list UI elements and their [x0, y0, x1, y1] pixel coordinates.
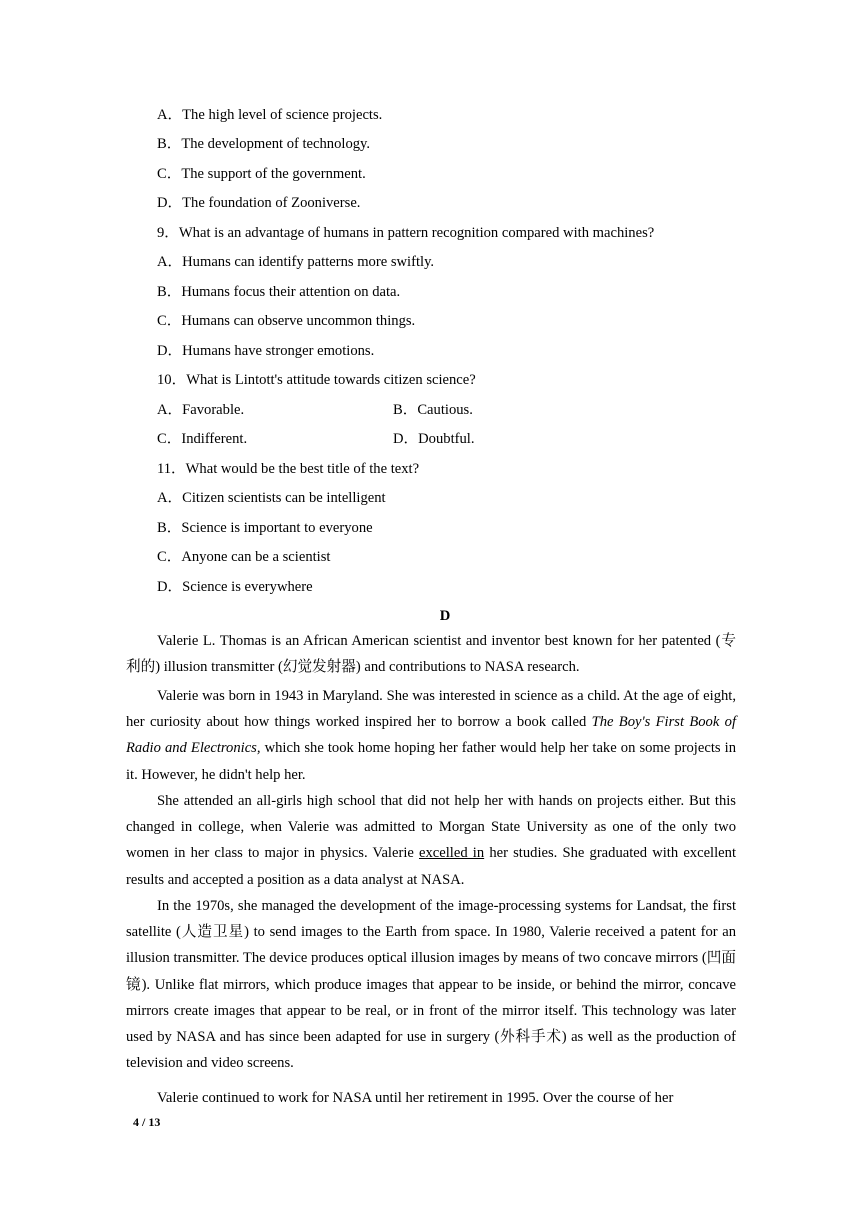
q9-option-c: C．Humans can observe uncommon things.: [157, 313, 416, 329]
q11-question: 11．What would be the best title of the text?: [157, 461, 420, 477]
q10-option-b: B．Cautious.: [393, 402, 473, 418]
q8-option-c: C．The support of the government.: [157, 166, 366, 182]
p2-text-after: which she took home hoping her father would help her take on some projects in it. However, he didn't help her.: [126, 740, 736, 783]
passage-paragraph-4: In the 1970s, she managed the development of the image-processing systems for Landsat, the first satellite (人造卫星) to send images to the Earth from space. In 1980, Valerie received a patent for an illusion transmitter. The device produces optical illusion images by means of two concave mirrors (凹面镜). Unlike flat mirrors, which produce images that appear to be inside, or behind the mirror, concave mirrors create images that appear to be real, or in front of the mirror itself. This technology was later used by NASA and has since been adapted for use in surgery (外科手术) as well as the production of television and video screens.: [126, 898, 736, 1072]
q8-option-d: D．The foundation of Zooniverse.: [157, 195, 361, 211]
q11-option-d: D．Science is everywhere: [157, 579, 313, 595]
q10-question: 10．What is Lintott's attitude towards citizen science?: [157, 372, 476, 388]
q11-option-a: A．Citizen scientists can be intelligent: [157, 490, 386, 506]
q9-question: 9．What is an advantage of humans in pattern recognition compared with machines?: [157, 225, 655, 241]
page-number: 4 / 13: [133, 1115, 161, 1129]
passage-paragraph-1: Valerie L. Thomas is an African American scientist and inventor best known for her patented (专利的) illusion transmitter (幻觉发射器) and contributions to NASA research.: [126, 633, 736, 676]
passage-paragraph-2: [126, 683, 736, 788]
q9-option-b: B．Humans focus their attention on data.: [157, 284, 401, 300]
q11-option-b: B．Science is important to everyone: [157, 520, 373, 536]
p3-text-after: her studies. She graduated with excellent results and accepted a position as a data analyst at NASA.: [126, 845, 736, 888]
q9-option-d: D．Humans have stronger emotions.: [157, 343, 375, 359]
q8-option-a: A．The high level of science projects.: [157, 107, 383, 123]
q10-option-d: D．Doubtful.: [393, 431, 475, 447]
book-title: The Boy's First Book of Radio and Electronics,: [126, 714, 736, 757]
q8-option-b: B．The development of technology.: [157, 136, 371, 152]
q10-option-a: A．Favorable.: [157, 402, 245, 418]
q10-option-c: C．Indifferent.: [157, 431, 248, 447]
p2-text-before: Valerie was born in 1943 in Maryland. She was interested in science as a child. At the age of eight, her curiosity about how things worked inspired her to borrow a book called: [126, 688, 736, 731]
underlined-phrase: excelled in: [419, 845, 485, 862]
passage-heading: D: [439, 608, 451, 624]
q9-option-a: A．Humans can identify patterns more swiftly.: [157, 254, 435, 270]
p3-text-before: She attended an all-girls high school that did not help her with hands on projects either. But this changed in college, when Valerie was admitted to Morgan State University as one of the only two women in her class to major in physics. Valerie: [126, 793, 736, 862]
passage-paragraph-5: Valerie continued to work for NASA until her retirement in 1995. Over the course of her: [157, 1090, 674, 1106]
q11-option-c: C．Anyone can be a scientist: [157, 549, 331, 565]
passage-paragraph-3: [126, 788, 736, 893]
